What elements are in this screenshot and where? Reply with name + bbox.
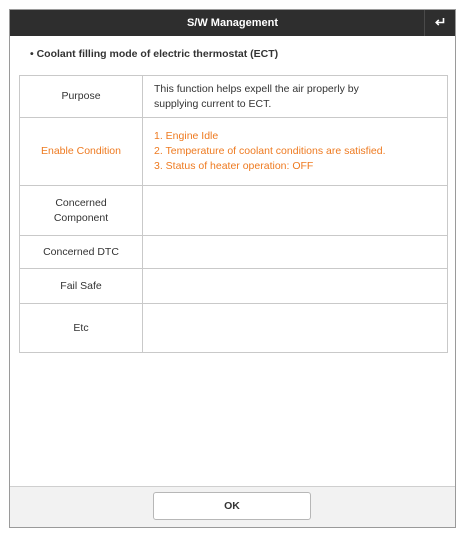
table-row [20,186,448,236]
value-line: 3. Status of heater operation: OFF [154,160,314,172]
value-line: 2. Temperature of coolant conditions are satisfied. [154,145,386,157]
row-value-purpose [143,76,448,118]
section-subtitle: • Coolant filling mode of electric thermostat (ECT) [30,48,279,60]
info-table [19,75,448,353]
table-row [20,236,448,269]
row-label-enable-condition: Enable Condition [20,118,143,186]
row-label-etc: Etc [20,304,143,353]
return-arrow-icon [433,16,447,30]
table-row [20,76,448,118]
value-line: supplying current to ECT. [154,97,272,110]
table-row [20,304,448,353]
row-label-purpose: Purpose [20,76,143,118]
dialog-footer [10,486,455,527]
row-value-fail-safe [143,269,448,304]
label-line: Component [53,211,109,224]
table-row [20,118,448,186]
row-value-etc [143,304,448,353]
value-line: This function helps expell the air properly by [154,82,359,95]
row-value-concerned-dtc [143,236,448,269]
sw-management-dialog [9,9,456,528]
row-label-concerned-dtc: Concerned DTC [20,236,143,269]
table-row [20,269,448,304]
row-label-fail-safe: Fail Safe [20,269,143,304]
ok-button[interactable]: OK [153,492,311,520]
value-line: 1. Engine Idle [154,130,219,142]
label-line: Concerned [55,196,107,209]
window-title: S/W Management [186,17,279,29]
back-button[interactable] [424,10,455,36]
row-value-enable-condition [143,118,448,186]
row-label-concerned-component [20,186,143,236]
title-bar [10,10,455,36]
row-value-concerned-component [143,186,448,236]
